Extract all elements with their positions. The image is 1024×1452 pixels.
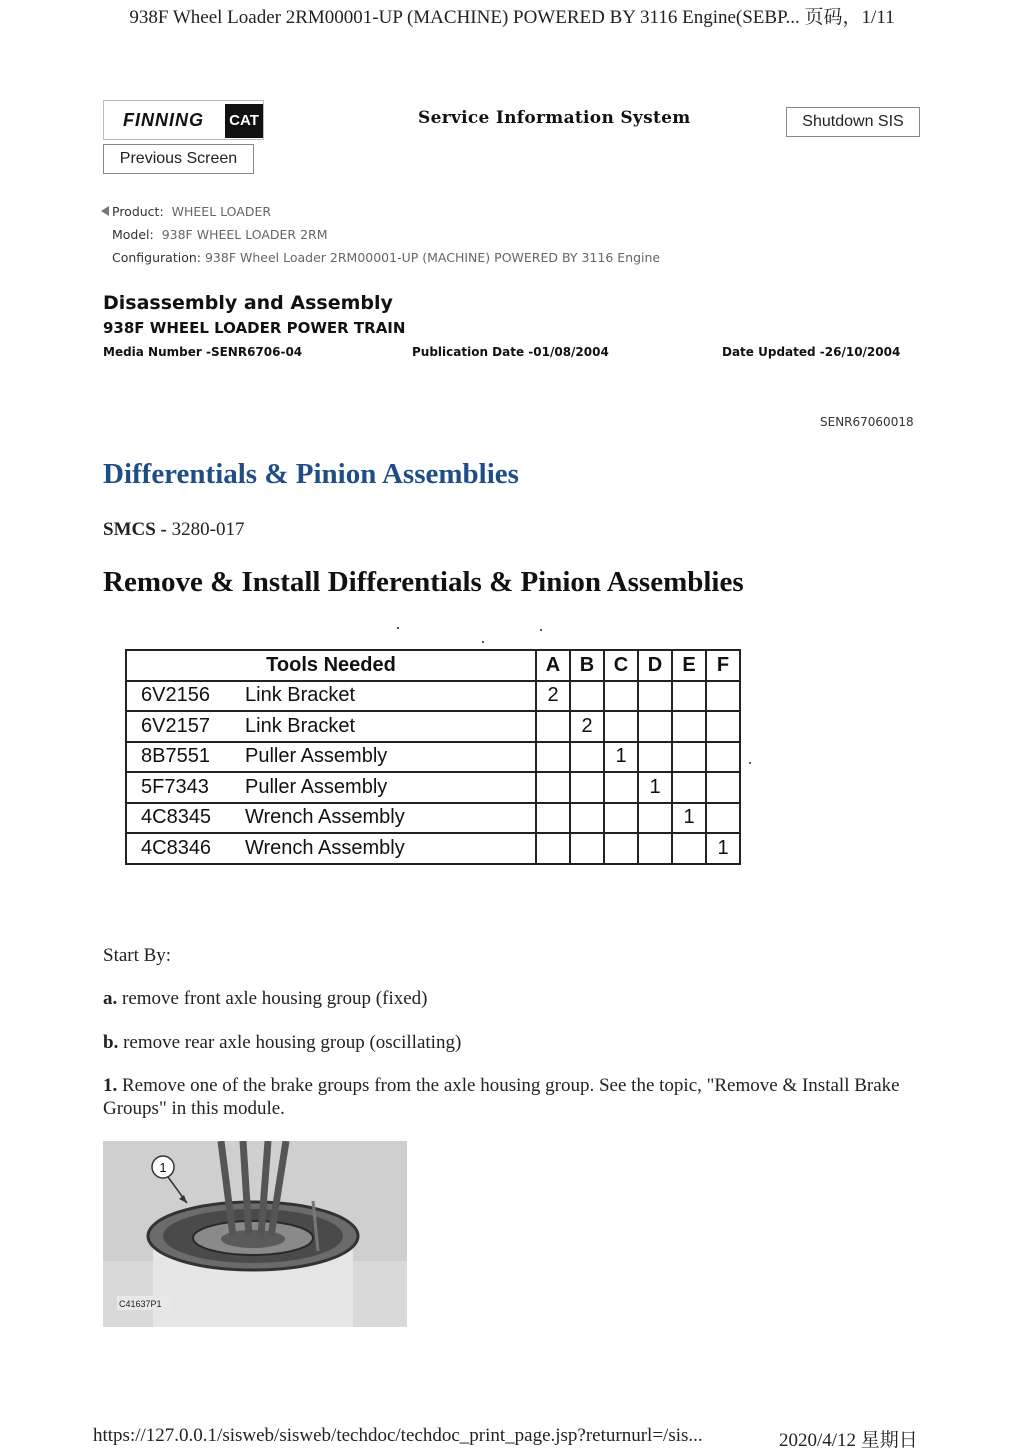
- smcs-label: SMCS -: [103, 519, 167, 540]
- previous-screen-button[interactable]: Previous Screen: [103, 144, 254, 174]
- step-1-label: 1.: [103, 1075, 118, 1096]
- article-title: Differentials & Pinion Assemblies: [103, 458, 519, 490]
- table-row: [126, 772, 740, 803]
- procedure-heading: Remove & Install Differentials & Pinion Assemblies: [103, 566, 744, 598]
- column-header: C: [604, 650, 638, 681]
- quantity-cell: [604, 833, 638, 864]
- quantity-cell: 1: [638, 772, 672, 803]
- quantity-cell: [638, 742, 672, 773]
- quantity-cell: [536, 833, 570, 864]
- table-header-row: [126, 650, 740, 681]
- figure-callout-label: 1: [159, 1160, 167, 1175]
- quantity-cell: [570, 681, 604, 712]
- table-row: [126, 742, 740, 773]
- shutdown-sis-button[interactable]: Shutdown SIS: [786, 107, 920, 137]
- finning-cat-logo: [103, 100, 264, 140]
- quantity-cell: 2: [570, 711, 604, 742]
- quantity-cell: [536, 711, 570, 742]
- document-id: SENR67060018: [820, 415, 914, 429]
- tool-cell: [126, 711, 536, 742]
- quantity-cell: [638, 833, 672, 864]
- quantity-cell: [672, 833, 706, 864]
- product-value: WHEEL LOADER: [171, 204, 272, 219]
- tool-cell: [126, 833, 536, 864]
- model-label: Model:: [112, 227, 154, 242]
- column-header: D: [638, 650, 672, 681]
- step-a-label: a.: [103, 988, 118, 1009]
- brake-group-photo: [103, 1141, 407, 1327]
- tool-part-number: 6V2157: [141, 714, 210, 737]
- start-by-label: Start By:: [103, 945, 172, 966]
- smcs-code: [103, 519, 244, 541]
- quantity-cell: [706, 681, 740, 712]
- start-step-b: [103, 1031, 923, 1054]
- quantity-cell: [570, 742, 604, 773]
- print-footer-date: 2020/4/12 星期日: [779, 1430, 918, 1451]
- quantity-cell: [706, 742, 740, 773]
- tool-cell: [126, 681, 536, 712]
- column-header: B: [570, 650, 604, 681]
- quantity-cell: [604, 772, 638, 803]
- sis-title: Service Information System: [418, 108, 691, 128]
- brake-group-illustration: [103, 1141, 407, 1327]
- quantity-cell: [570, 772, 604, 803]
- tool-cell: [126, 803, 536, 834]
- publication-date: Publication Date -01/08/2004: [412, 345, 609, 359]
- tool-part-number: 5F7343: [141, 775, 209, 798]
- tools-needed-table: [125, 649, 741, 865]
- figure-caption: C41637P1: [119, 1299, 162, 1309]
- product-label: Product:: [112, 204, 164, 219]
- table-row: [126, 711, 740, 742]
- configuration-line: [112, 250, 660, 265]
- quantity-cell: 1: [604, 742, 638, 773]
- media-number: Media Number -SENR6706-04: [103, 345, 303, 359]
- quantity-cell: 2: [536, 681, 570, 712]
- quantity-cell: [638, 711, 672, 742]
- quantity-cell: [570, 803, 604, 834]
- print-header: 938F Wheel Loader 2RM00001-UP (MACHINE) POWERED BY 3116 Engine(SEBP... 页码，1/11: [129, 7, 895, 28]
- start-step-a: [103, 987, 923, 1010]
- quantity-cell: [536, 742, 570, 773]
- step-b-text: remove rear axle housing group (oscillating): [123, 1032, 462, 1053]
- tool-name: Link Bracket: [245, 684, 356, 707]
- column-header: A: [536, 650, 570, 681]
- quantity-cell: [706, 711, 740, 742]
- section-title: Disassembly and Assembly: [103, 292, 393, 314]
- quantity-cell: [536, 772, 570, 803]
- table-row: [126, 803, 740, 834]
- tool-name: Puller Assembly: [245, 775, 388, 798]
- smcs-value: 3280-017: [171, 519, 245, 540]
- tool-part-number: 4C8346: [141, 836, 212, 859]
- quantity-cell: [672, 681, 706, 712]
- tool-part-number: 8B7551: [141, 745, 210, 768]
- quantity-cell: [604, 711, 638, 742]
- print-footer-url: https://127.0.0.1/sisweb/sisweb/techdoc/techdoc_print_page.jsp?returnurl=/sis...: [93, 1425, 703, 1446]
- configuration-label: Configuration:: [112, 250, 201, 265]
- date-updated: Date Updated -26/10/2004: [722, 345, 901, 359]
- tool-part-number: 6V2156: [141, 684, 210, 707]
- quantity-cell: [706, 772, 740, 803]
- quantity-cell: 1: [672, 803, 706, 834]
- step-a-text: remove front axle housing group (fixed): [122, 988, 428, 1009]
- product-line: [112, 204, 271, 219]
- column-header: F: [706, 650, 740, 681]
- quantity-cell: [604, 803, 638, 834]
- model-line: [112, 227, 328, 242]
- quantity-cell: [672, 742, 706, 773]
- quantity-cell: [638, 803, 672, 834]
- section-subtitle: 938F WHEEL LOADER POWER TRAIN: [103, 319, 406, 337]
- tool-cell: [126, 772, 536, 803]
- tool-name: Wrench Assembly: [245, 806, 405, 829]
- quantity-cell: [638, 681, 672, 712]
- logo-cat-text: CAT: [225, 104, 263, 138]
- quantity-cell: [672, 772, 706, 803]
- back-arrow-icon[interactable]: [101, 206, 109, 216]
- tool-name: Puller Assembly: [245, 745, 388, 768]
- table-row: [126, 833, 740, 864]
- tool-name: Wrench Assembly: [245, 836, 405, 859]
- column-header: E: [672, 650, 706, 681]
- quantity-cell: 1: [706, 833, 740, 864]
- quantity-cell: [570, 833, 604, 864]
- step-b-label: b.: [103, 1032, 119, 1053]
- quantity-cell: [604, 681, 638, 712]
- quantity-cell: [536, 803, 570, 834]
- tool-part-number: 4C8345: [141, 806, 212, 829]
- tool-name: Link Bracket: [245, 714, 356, 737]
- quantity-cell: [672, 711, 706, 742]
- logo-finning-text: FINNING: [123, 110, 204, 130]
- tool-cell: [126, 742, 536, 773]
- step-1-text: Remove one of the brake groups from the axle housing group. See the topic, "Remove & Install Brake Groups" in this module.: [103, 1075, 900, 1119]
- configuration-value: 938F Wheel Loader 2RM00001-UP (MACHINE) POWERED BY 3116 Engine: [204, 250, 661, 265]
- table-row: [126, 681, 740, 712]
- model-value: 938F WHEEL LOADER 2RM: [161, 227, 328, 242]
- quantity-cell: [706, 803, 740, 834]
- step-1: [103, 1074, 923, 1120]
- tools-needed-header: Tools Needed: [126, 650, 536, 681]
